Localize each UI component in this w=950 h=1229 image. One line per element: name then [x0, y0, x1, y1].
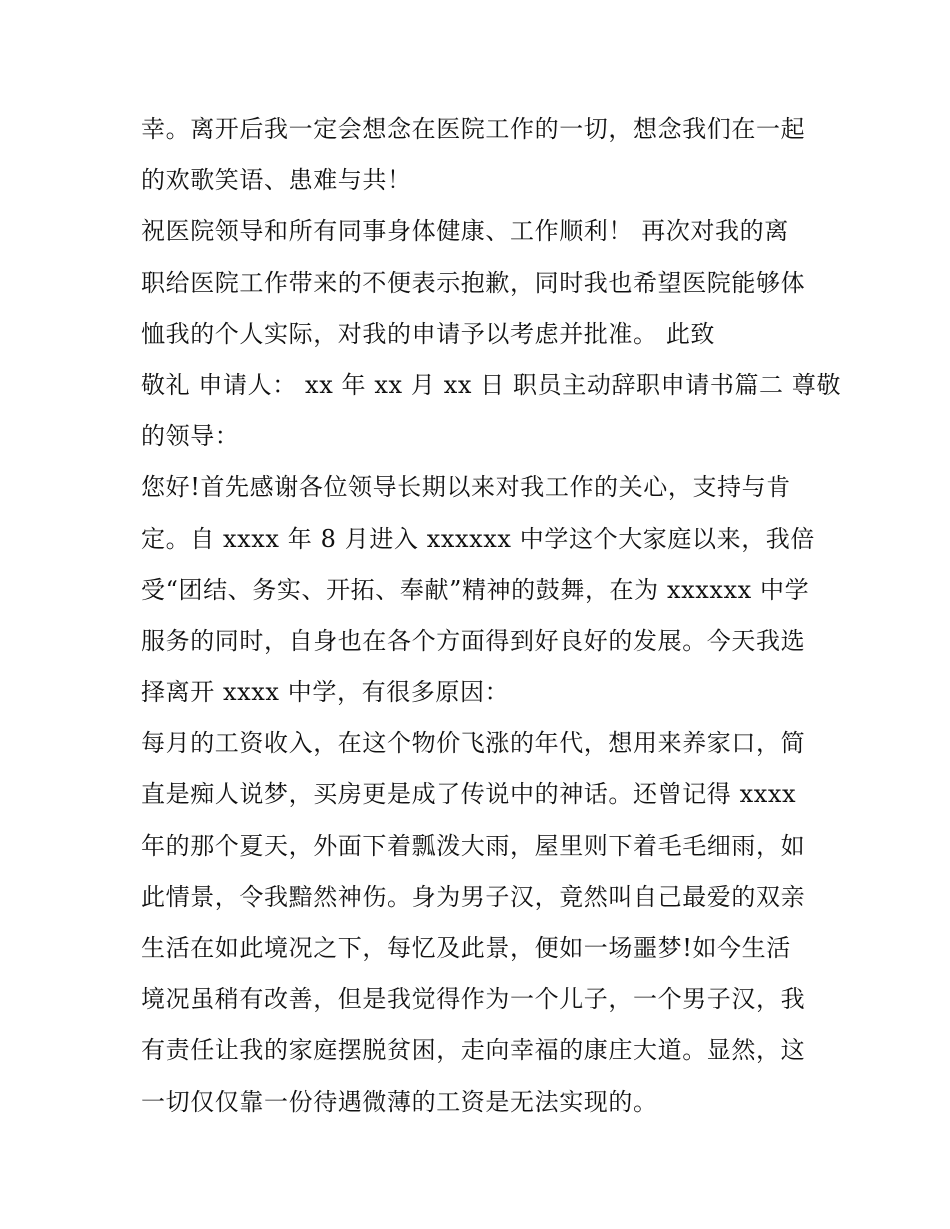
text-line: 幸。离开后我一定会想念在医院工作的一切，想念我们在一起: [141, 115, 806, 143]
text-line: 职给医院工作带来的不便表示抱歉，同时我也希望医院能够体: [141, 268, 806, 297]
text-line: 每月的工资收入，在这个物价飞涨的年代，想用来养家口，简: [141, 729, 806, 758]
text-line: 敬礼 申请人： xx 年 xx 月 xx 日 职员主动辞职申请书篇二 尊敬: [141, 370, 842, 399]
text-line: 境况虽稍有改善，但是我觉得作为一个儿子，一个男子汉，我: [141, 985, 806, 1014]
text-line: 年的那个夏天，外面下着瓢泼大雨，屋里则下着毛毛细雨，如: [141, 831, 806, 860]
text-line: 此情景，令我黯然神伤。身为男子汉，竟然叫自己最爱的双亲: [141, 882, 806, 911]
text-line: 择离开 xxxx 中学，有很多原因：: [141, 678, 510, 707]
text-line: 直是痴人说梦，买房更是成了传说中的神话。还曾记得 xxxx: [141, 780, 797, 809]
text-line: 受“团结、务实、开拓、奉献”精神的鼓舞，在为 xxxxxx 中学: [141, 575, 810, 604]
text-line: 祝医院领导和所有同事身体健康、工作顺利！ 再次对我的离: [141, 217, 789, 246]
text-line: 生活在如此境况之下，每忆及此景，便如一场噩梦!如今生活: [141, 934, 791, 962]
text-line: 一切仅仅靠一份待遇微薄的工资是无法实现的。: [141, 1087, 658, 1116]
text-line: 您好!首先感谢各位领导长期以来对我工作的关心，支持与肯: [141, 473, 791, 502]
text-line: 的欢歌笑语、患难与共！: [141, 166, 412, 195]
text-line: 服务的同时，自身也在各个方面得到好良好的发展。今天我选: [141, 626, 806, 655]
text-line: 有责任让我的家庭摆脱贫困，走向幸福的康庄大道。显然，这: [141, 1036, 806, 1065]
text-line: 定。自 xxxx 年 8 月进入 xxxxxx 中学这个大家庭以来，我倍: [141, 524, 815, 553]
body-text: [141, 104, 842, 1128]
text-line: 恤我的个人实际，对我的申请予以考虑并批准。 此致: [141, 319, 716, 348]
text-line: 的领导：: [141, 422, 240, 451]
